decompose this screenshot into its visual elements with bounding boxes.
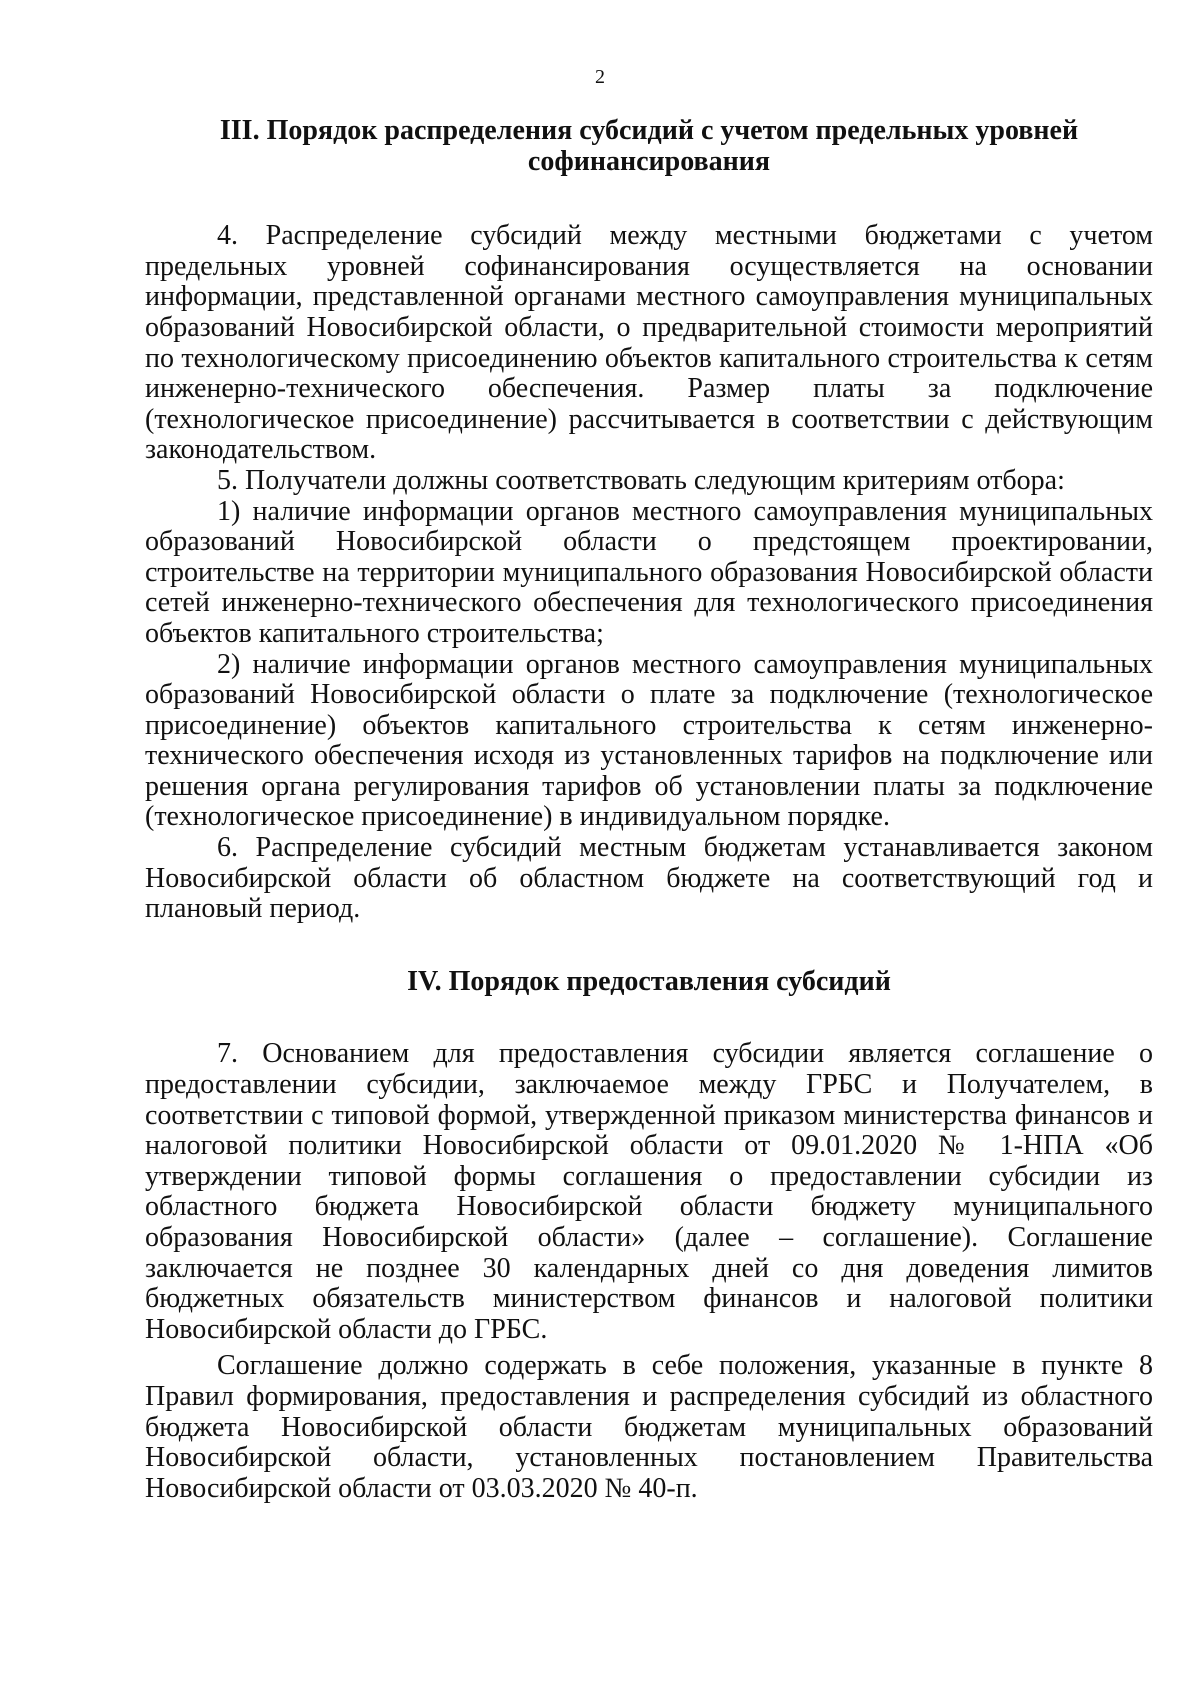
paragraph-7: 7. Основанием для предоставления субсидии является соглашение о предоставлении субсидии, заключаемое между ГРБС и Получателем, в соответствии с типовой формой, утвержденной приказом министерства финансов и налоговой политики Новосибирской области от 09.01.2020 № 1-НПА «Об утверждении типовой формы соглашения о предоставлении субсидии из областного бюджета Новосибирской области бюджету муниципального образования Новосибирской области» (далее – соглашение). Соглашение заключается не позднее 30 календарных дней со дня доведения лимитов бюджетных обязательств министерством финансов и налоговой политики Новосибирской области до ГРБС. bbox=[145, 1038, 1153, 1345]
paragraph-5: 5. Получатели должны соответствовать следующим критериям отбора: bbox=[217, 464, 1065, 496]
criterion-1: 1) наличие информации органов местного самоуправления муниципальных образований Новосибирской области о предстоящем проектировании, строительстве на территории муниципального образования Новосибирской области сетей инженерно-технического обеспечения для технологического присоединения объектов капитального строительства; bbox=[145, 495, 1153, 649]
page-number: 2 bbox=[595, 66, 605, 88]
agreement-content-paragraph: Соглашение должно содержать в себе положения, указанные в пункте 8 Правил формирования, предоставления и распределения субсидий из областного бюджета Новосибирской области бюджетам муниципальных образований Новосибирской области, установленных постановлением Правительства Новосибирской области от 03.03.2020 № 40-п. bbox=[145, 1350, 1153, 1504]
paragraph-4: 4. Распределение субсидий между местными бюджетами с учетом предельных уровней софинансирования осуществляется на основании информации, представленной органами местного самоуправления муниципальных образований Новосибирской области, о предварительной стоимости мероприятий по технологическому присоединению объектов капитального строительства к сетям инженерно-технического обеспечения. Размер платы за подключение (технологическое присоединение) рассчитывается в соответствии с действующим законодательством. bbox=[145, 220, 1153, 466]
paragraph-6: 6. Распределение субсидий местным бюджетам устанавливается законом Новосибирской области об областном бюджете на соответствующий год и плановый период. bbox=[145, 832, 1153, 925]
document-body bbox=[145, 116, 1153, 1504]
section-3-heading: III. Порядок распределения субсидий с учетом предельных уровней софинансирования bbox=[219, 115, 1079, 177]
section-4-heading: IV. Порядок предоставления субсидий bbox=[407, 965, 891, 997]
criterion-2: 2) наличие информации органов местного самоуправления муниципальных образований Новосибирской области о плате за подключение (технологическое присоединение) объектов капитального строительства к сетям инженерно-технического обеспечения исходя из установленных тарифов на подключение или решения органа регулирования тарифов об установлении платы за подключение (технологическое присоединение) в индивидуальном порядке. bbox=[145, 648, 1153, 833]
